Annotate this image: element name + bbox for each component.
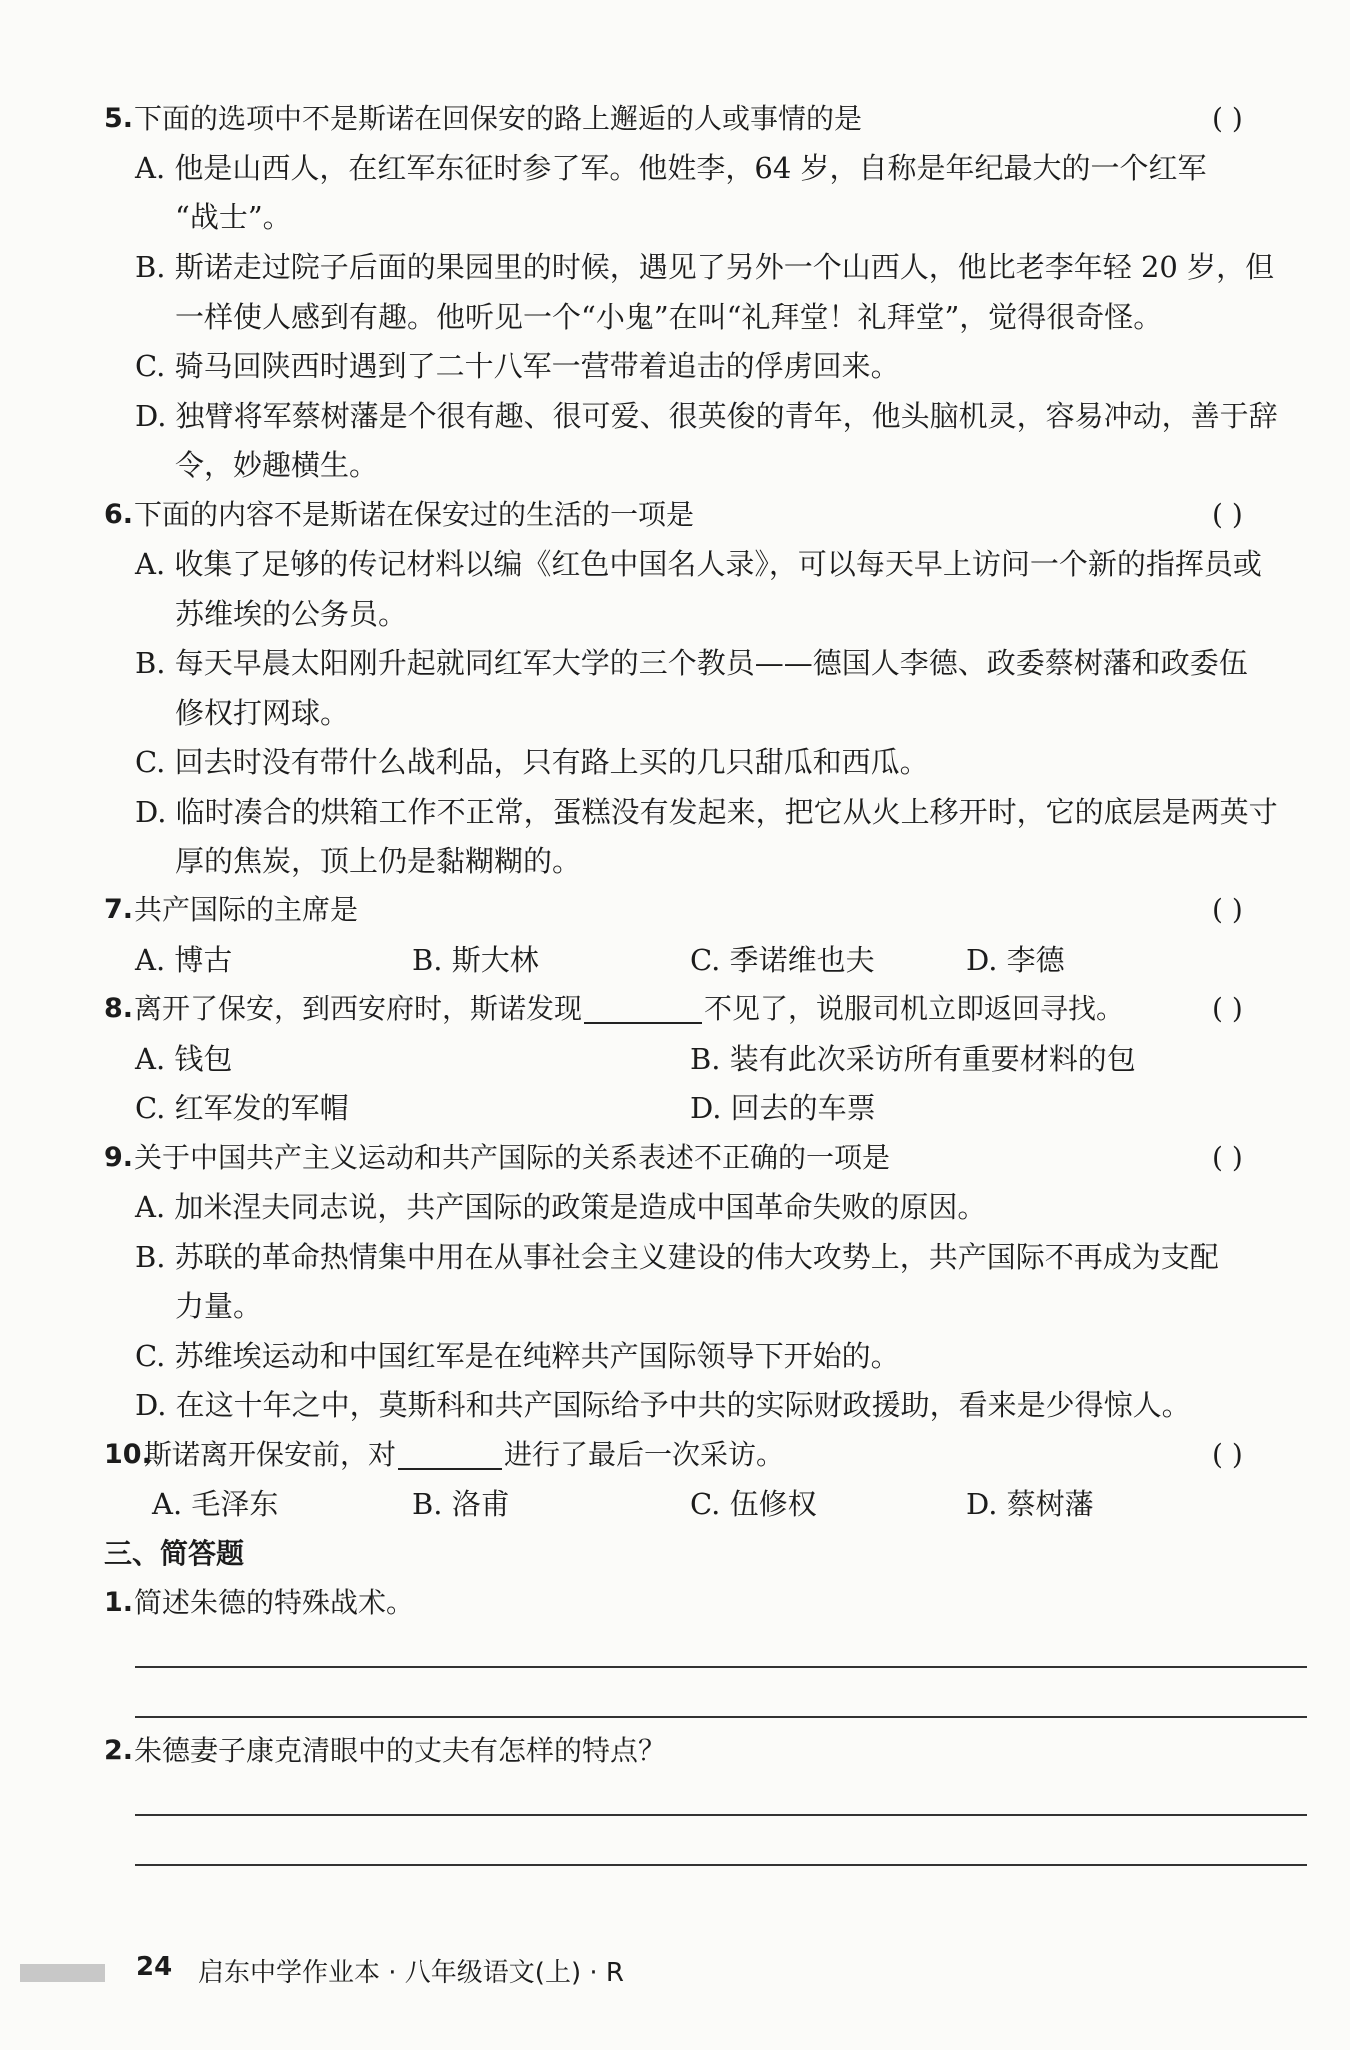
question-text: 关于中国共产主义运动和共产国际的关系表述不正确的一项是 xyxy=(134,1141,891,1174)
option-c: C. 苏维埃运动和中国红军是在纯粹共产国际领导下开始的。 xyxy=(135,1339,900,1373)
question-text: 朱德妻子康克清眼中的丈夫有怎样的特点？ xyxy=(134,1734,667,1767)
question-6 xyxy=(0,490,1350,540)
question-text: 共产国际的主席是 xyxy=(134,893,359,926)
option-b: B. 装有此次采访所有重要材料的包 xyxy=(690,1042,1136,1076)
option-d-cont: 令，妙趣横生。 xyxy=(175,448,379,482)
footer-decoration xyxy=(20,1964,105,1982)
question-number: 7. xyxy=(104,894,134,925)
answer-bracket[interactable]: ( ) xyxy=(1212,992,1243,1025)
section-title: 三、简答题 xyxy=(104,1537,245,1570)
section-heading xyxy=(0,1529,1350,1579)
question-10 xyxy=(0,1430,1350,1480)
option-b: B. 斯诺走过院子后面的果园里的时候，遇见了另外一个山西人，他比老李年轻 20 岁，但 xyxy=(135,250,1275,284)
question-number: 10. xyxy=(104,1439,152,1470)
question-number: 2. xyxy=(104,1735,134,1766)
question-text-before: 离开了保安，到西安府时，斯诺发现 xyxy=(134,992,583,1025)
question-8 xyxy=(0,984,1350,1034)
option-c: C. 伍修权 xyxy=(690,1487,817,1521)
option-b: B. 苏联的革命热情集中用在从事社会主义建设的伟大攻势上，共产国际不再成为支配 xyxy=(135,1240,1219,1274)
question-8-options-row2 xyxy=(0,1083,1350,1133)
answer-bracket[interactable]: ( ) xyxy=(1212,498,1243,531)
book-title: 启东中学作业本 · 八年级语文(上) · R xyxy=(198,1958,624,1988)
question-text: 下面的选项中不是斯诺在回保安的路上邂逅的人或事情的是 xyxy=(134,102,863,135)
option-b-cont: 修权打网球。 xyxy=(175,696,350,730)
fill-blank[interactable] xyxy=(398,1438,502,1470)
short-answer-2 xyxy=(0,1726,1350,1776)
question-7 xyxy=(0,885,1350,935)
option-a: A. 他是山西人，在红军东征时参了军。他姓李，64 岁，自称是年纪最大的一个红军 xyxy=(135,151,1207,185)
question-text-after: 进行了最后一次采访。 xyxy=(504,1438,785,1471)
question-5 xyxy=(0,94,1350,144)
option-c: C. 回去时没有带什么战利品，只有路上买的几只甜瓜和西瓜。 xyxy=(135,745,929,779)
option-a: A. 钱包 xyxy=(135,1042,233,1076)
option-b: B. 每天早晨太阳刚升起就同红军大学的三个教员——德国人李德、政委蔡树藩和政委伍 xyxy=(135,646,1248,680)
answer-line[interactable] xyxy=(135,1814,1307,1816)
question-9 xyxy=(0,1133,1350,1183)
option-a: A. 毛泽东 xyxy=(152,1487,279,1521)
option-b: B. 洛甫 xyxy=(412,1487,510,1521)
option-b-cont: 力量。 xyxy=(175,1289,263,1323)
answer-bracket[interactable]: ( ) xyxy=(1212,102,1243,135)
answer-line[interactable] xyxy=(135,1716,1307,1718)
option-d: D. 独臂将军蔡树藩是个很有趣、很可爱、很英俊的青年，他头脑机灵，容易冲动，善于辞 xyxy=(135,399,1278,433)
option-a-cont: “战士”。 xyxy=(175,200,292,234)
option-d: D. 临时凑合的烘箱工作不正常，蛋糕没有发起来，把它从火上移开时，它的底层是两英寸 xyxy=(135,795,1278,829)
option-a: A. 加米涅夫同志说，共产国际的政策是造成中国革命失败的原因。 xyxy=(135,1190,987,1224)
answer-line[interactable] xyxy=(135,1864,1307,1866)
question-number: 9. xyxy=(104,1142,134,1173)
question-text-before: 斯诺离开保安前，对 xyxy=(144,1438,397,1471)
option-a: A. 博古 xyxy=(135,943,233,977)
short-answer-1 xyxy=(0,1578,1350,1628)
option-c: C. 骑马回陕西时遇到了二十八军一营带着追击的俘虏回来。 xyxy=(135,349,900,383)
fill-blank[interactable] xyxy=(584,992,702,1024)
question-10-options xyxy=(0,1479,1350,1529)
option-d-cont: 厚的焦炭，顶上仍是黏糊糊的。 xyxy=(175,844,582,878)
option-d: D. 回去的车票 xyxy=(690,1091,876,1125)
answer-bracket[interactable]: ( ) xyxy=(1212,1438,1243,1471)
answer-bracket[interactable]: ( ) xyxy=(1212,1141,1243,1174)
question-text: 下面的内容不是斯诺在保安过的生活的一项是 xyxy=(134,498,695,531)
page-number: 24 xyxy=(136,1952,173,1982)
option-d: D. 在这十年之中，莫斯科和共产国际给予中共的实际财政援助，看来是少得惊人。 xyxy=(135,1388,1191,1422)
question-7-options xyxy=(0,935,1350,985)
question-text xyxy=(134,984,1124,1034)
question-number: 1. xyxy=(104,1587,134,1618)
question-number: 8. xyxy=(104,993,134,1024)
question-text-after: 不见了，说服司机立即返回寻找。 xyxy=(704,992,1125,1025)
question-number: 5. xyxy=(104,103,134,134)
option-c: C. 季诺维也夫 xyxy=(690,943,875,977)
option-b-cont: 一样使人感到有趣。他听见一个“小鬼”在叫“礼拜堂！礼拜堂”，觉得很奇怪。 xyxy=(175,300,1163,334)
option-a-cont: 苏维埃的公务员。 xyxy=(175,597,408,631)
answer-bracket[interactable]: ( ) xyxy=(1212,893,1243,926)
option-d: D. 李德 xyxy=(966,943,1065,977)
question-number: 6. xyxy=(104,499,134,530)
option-d: D. 蔡树藩 xyxy=(966,1487,1094,1521)
question-text xyxy=(144,1430,784,1480)
option-a: A. 收集了足够的传记材料以编《红色中国名人录》，可以每天早上访问一个新的指挥员或 xyxy=(135,547,1262,581)
option-c: C. 红军发的军帽 xyxy=(135,1091,349,1125)
answer-line[interactable] xyxy=(135,1666,1307,1668)
question-text: 简述朱德的特殊战术。 xyxy=(134,1586,415,1619)
option-b: B. 斯大林 xyxy=(412,943,539,977)
question-8-options-row1 xyxy=(0,1034,1350,1084)
